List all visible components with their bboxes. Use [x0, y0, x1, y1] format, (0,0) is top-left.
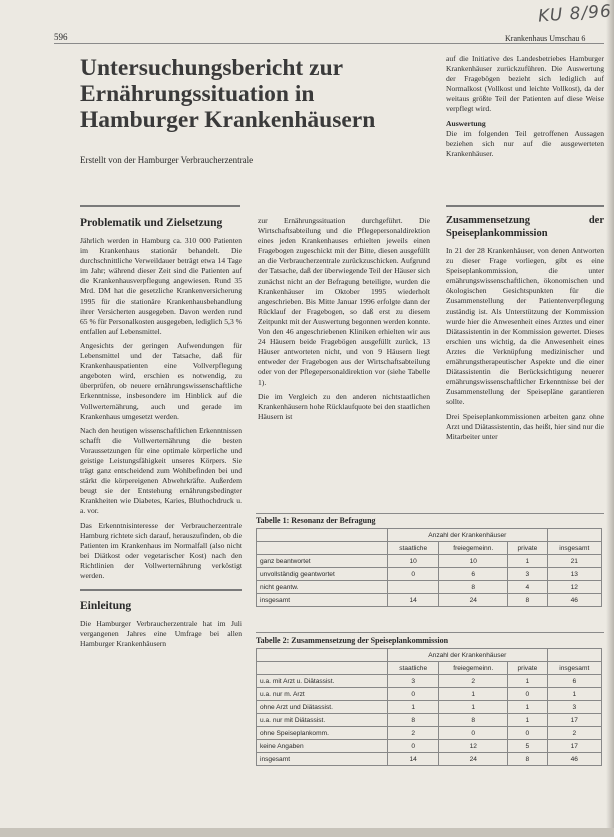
table-cell: 0	[388, 740, 439, 753]
table-cell: 10	[388, 555, 439, 568]
table-group-header: Anzahl der Krankenhäuser	[388, 529, 547, 542]
table-row-label: insgesamt	[257, 753, 388, 766]
table-cell: 21	[547, 555, 601, 568]
table-cell: 3	[547, 701, 601, 714]
table-cell: 3	[388, 675, 439, 688]
table-cell: 1	[439, 701, 508, 714]
col3-paragraph: In 21 der 28 Krankenhäuser, von denen Antworten zu dieser Frage vorliegen, gibt es eine Speiseplankommission, die unter ernährungswissenschaftlichen, ökonomischen und ökologischen Gesichtspunkten für die Zusammenstellung der Patientenverpflegung zuständig ist. Als Unterstützung der Kommission wurde hier die Anwesenheit eines Arztes und einer Diätassistentin in der Kommission gewertet. Dieses erschien uns wichtig, da die Anwesenheit eines Arztes die Verknüpfung medizinischer und ernährungstherapeutischer Aspekte und die einer Diätassistentin die Berücksichtigung neuerer ernährungswissenschaftlicher Erkenntnisse bei der Zusammenstellung der Speisepläne garantieren sollte.	[446, 246, 604, 407]
handwritten-note: KU 8/96	[537, 1, 613, 27]
table-cell: 0	[508, 688, 547, 701]
table-cell: 8	[388, 714, 439, 727]
col1-paragraph: Das Erkenntnisinteresse der Verbraucherzentrale Hamburg richtete sich darauf, herauszufinden, ob die Patienten im Krankenhaus im Normalfall (also nicht bei Diätkost oder vegetarischer Kost) nach den Richtlinien der Vollwerternährung verköstigt werden.	[80, 520, 242, 580]
table-stub-cell	[257, 662, 388, 675]
table-row	[257, 740, 602, 753]
table-2-caption: Tabelle 2: Zusammensetzung der Speiseplankommission	[256, 636, 449, 645]
table-column-header: freiegemeinn.	[439, 662, 508, 675]
col1-paragraph: Die Hamburger Verbraucherzentrale hat im Juli vergangenen Jahres eine Umfrage bei allen Hamburger Krankenhäusern	[80, 619, 242, 649]
table-cell: 10	[439, 555, 508, 568]
table-cell: 8	[439, 581, 508, 594]
header-rule	[54, 43, 604, 44]
table-column-header: freiegemeinn.	[439, 542, 508, 555]
table-cell: 24	[439, 594, 508, 607]
table-cell: 1	[508, 555, 547, 568]
col2-paragraph: Die im Vergleich zu den anderen nichtstaatlichen Krankenhäusern hohe Rücklaufquote bei den staatlichen Häusern ist	[258, 391, 430, 421]
table-column-header: staatliche	[388, 542, 439, 555]
article-title: Untersuchungsbericht zur Ernährungssituation in Hamburger Krankenhäusern	[80, 55, 376, 133]
table-cell: 4	[508, 581, 547, 594]
table-row	[257, 727, 602, 740]
table-stub-cell	[257, 649, 388, 662]
section-heading: Zusammensetzung der Speiseplankommission	[446, 215, 604, 239]
table-row-label: unvollständig geantwortet	[257, 568, 388, 581]
table-row	[257, 555, 602, 568]
column-2	[258, 216, 430, 426]
table-row	[257, 594, 602, 607]
col2-paragraph: zur Ernährungssituation durchgeführt. Die Wirtschaftsabteilung und die Pflegepersonaldirektion eines jeden Krankenhauses erhielten jeweils einen Fragebogen zugeschickt mit der Bitte, diesen ausgefüllt an die Verbraucherzentrale zurückzuschicken. Aufgrund der Tatsache, daß der überwiegende Teil der Häuser sich zunächst nicht an der Befragung beteiligte, wurden die Krankenhäuser im Oktober 1995 wiederholt angeschrieben. Bis Mitte Januar 1996 erfolgte dann der Rücklauf der Fragebogen, so daß erst zu diesem Zeitpunkt mit der Auswertung begonnen werden konnte. Von den 46 angeschriebenen Kliniken erhielten wir aus 24 Häusern beide Fragebögen ausgefüllt zurück, 13 Häuser antworteten nicht, und von 9 Häusern liegt entweder der Fragebogen aus der Wirtschaftsabteilung oder von der Pflegepersonaldirektion vor (siehe Tabelle 1).	[258, 216, 430, 387]
table-column-header: private	[508, 662, 547, 675]
table-cell: 6	[439, 568, 508, 581]
table-row	[257, 753, 602, 766]
table-cell: 17	[547, 740, 601, 753]
table-stub-cell	[547, 649, 601, 662]
table-cell: 6	[547, 675, 601, 688]
table-cell: 0	[388, 688, 439, 701]
section-rule	[80, 205, 240, 207]
table-1-caption: Tabelle 1: Resonanz der Befragung	[256, 516, 376, 525]
table-header-row	[257, 529, 602, 542]
table-row-label: u.a. nur mit Diätassist.	[257, 714, 388, 727]
table-cell: 8	[439, 714, 508, 727]
table-column-header: insgesamt	[547, 542, 601, 555]
table-cell: 1	[388, 701, 439, 714]
table-row	[257, 701, 602, 714]
table-cell: 14	[388, 753, 439, 766]
section-rule	[80, 589, 242, 591]
table-cell: 46	[547, 594, 601, 607]
table-cell: 14	[388, 594, 439, 607]
table-cell: 24	[439, 753, 508, 766]
table-cell: 1	[508, 701, 547, 714]
table-row-label: keine Angaben	[257, 740, 388, 753]
table-row-label: insgesamt	[257, 594, 388, 607]
col3-paragraph: auf die Initiative des Landesbetriebes Hamburger Krankenhäuser zurückzuführen. Die Auswertung der Fragebögen bezieht sich lediglich auf Normalkost (Vollkost und leichte Vollkost), da der weitaus größte Teil der Patienten auf diese Weise verpflegt wird.	[446, 54, 604, 114]
table-row	[257, 568, 602, 581]
table-cell: 17	[547, 714, 601, 727]
section-heading: Problematik und Zielsetzung	[80, 217, 223, 229]
col3-subheading: Auswertung	[446, 118, 486, 128]
table-header-row	[257, 662, 602, 675]
column-3	[446, 214, 604, 446]
table-row	[257, 675, 602, 688]
table-cell: 46	[547, 753, 601, 766]
table-row-label: ohne Arzt und Diätassist.	[257, 701, 388, 714]
table-row-label: ganz beantwortet	[257, 555, 388, 568]
article-byline: Erstellt von der Hamburger Verbraucherzentrale	[80, 155, 254, 165]
col1-paragraph: Angesichts der geringen Aufwendungen für Lebensmittel und der Tatsache, daß für Krankenhauspatienten eine Vollverpflegung angeboten wird, erschien es notwendig, zu überprüfen, ob neuere ernährungswissenschaftliche Erkenntnisse, insbesondere im Hinblick auf die Vollwerternährung, auch und gerade im Krankenhaus umgesetzt werden.	[80, 340, 242, 421]
table-column-header: insgesamt	[547, 662, 601, 675]
table-cell: 0	[439, 727, 508, 740]
table-cell: 1	[547, 688, 601, 701]
table-row-label: nicht geantw.	[257, 581, 388, 594]
table-rule	[256, 513, 604, 514]
table-cell	[388, 581, 439, 594]
table-cell: 1	[508, 714, 547, 727]
table-cell: 5	[508, 740, 547, 753]
table-header-row	[257, 649, 602, 662]
table-cell: 13	[547, 568, 601, 581]
page-number: 596	[54, 32, 68, 42]
table-2	[256, 648, 602, 766]
table-cell: 0	[388, 568, 439, 581]
section-heading: Einleitung	[80, 600, 132, 613]
table-row-label: u.a. nur m. Arzt	[257, 688, 388, 701]
table-row	[257, 688, 602, 701]
table-row	[257, 714, 602, 727]
page-bottom-edge	[0, 828, 614, 837]
col1-paragraph: Jährlich werden in Hamburg ca. 310 000 Patienten im Krankenhaus stationär behandelt. Die durchschnittliche Verweildauer beträgt etwa 14 Tage im Jahr; während dieser Zeit sind die Patienten auf die Krankenhausverpflegung angewiesen. Rund 35 Mrd. DM hat die gesetzliche Krankenversicherung 1995 für die stationäre Krankenhausbehandlung ihrer Versicherten ausgegeben. Davon werden rund 65 % für Personalkosten ausgegeben, lediglich 5,3 % entfallen auf Lebensmittel.	[80, 236, 242, 336]
col3-paragraph: Die im folgenden Teil getroffenen Aussagen beziehen sich nur auf die ausgewerteten Krankenhäuser.	[446, 128, 604, 158]
page-edge-shadow	[606, 0, 614, 837]
table-cell: 8	[508, 594, 547, 607]
running-head: Krankenhaus Umschau 6	[505, 34, 586, 43]
table-cell: 1	[439, 688, 508, 701]
col1-paragraph: Nach den heutigen wissenschaftlichen Erkenntnissen schafft die Vollwerternährung die besten Voraussetzungen für eine optimale körperliche und geistige Leistungsfähigkeit unseres Körpers. Sie trägt ganz entscheidend zum Wohlbefinden bei und stärkt die körpereigenen Abwehrkräfte. Außerdem beugt sie der Entstehung ernährungsbedingter Krankheiten wie Diabetes, Karies, Bluthochdruck u. a. vor.	[80, 425, 242, 516]
section-rule	[446, 205, 604, 207]
table-cell: 0	[508, 727, 547, 740]
table-1	[256, 528, 602, 607]
table-cell: 8	[508, 753, 547, 766]
table-cell: 12	[547, 581, 601, 594]
table-rule	[256, 632, 604, 633]
col3-paragraph: Drei Speiseplankommissionen arbeiten ganz ohne Arzt und Diätassistentin, das heißt, hier sind nur die Mitarbeiter unter	[446, 411, 604, 441]
table-stub-cell	[257, 529, 388, 542]
table-cell: 3	[508, 568, 547, 581]
table-cell: 2	[388, 727, 439, 740]
table-row-label: ohne Speiseplankomm.	[257, 727, 388, 740]
table-stub-cell	[547, 529, 601, 542]
table-header-row	[257, 542, 602, 555]
table-group-header: Anzahl der Krankenhäuser	[388, 649, 547, 662]
column-3-top	[446, 54, 604, 163]
table-row	[257, 581, 602, 594]
table-stub-cell	[257, 542, 388, 555]
table-cell: 1	[508, 675, 547, 688]
table-cell: 2	[439, 675, 508, 688]
table-cell: 12	[439, 740, 508, 753]
table-row-label: u.a. mit Arzt u. Diätassist.	[257, 675, 388, 688]
table-column-header: staatliche	[388, 662, 439, 675]
table-cell: 2	[547, 727, 601, 740]
column-1	[80, 216, 242, 826]
table-column-header: private	[508, 542, 547, 555]
